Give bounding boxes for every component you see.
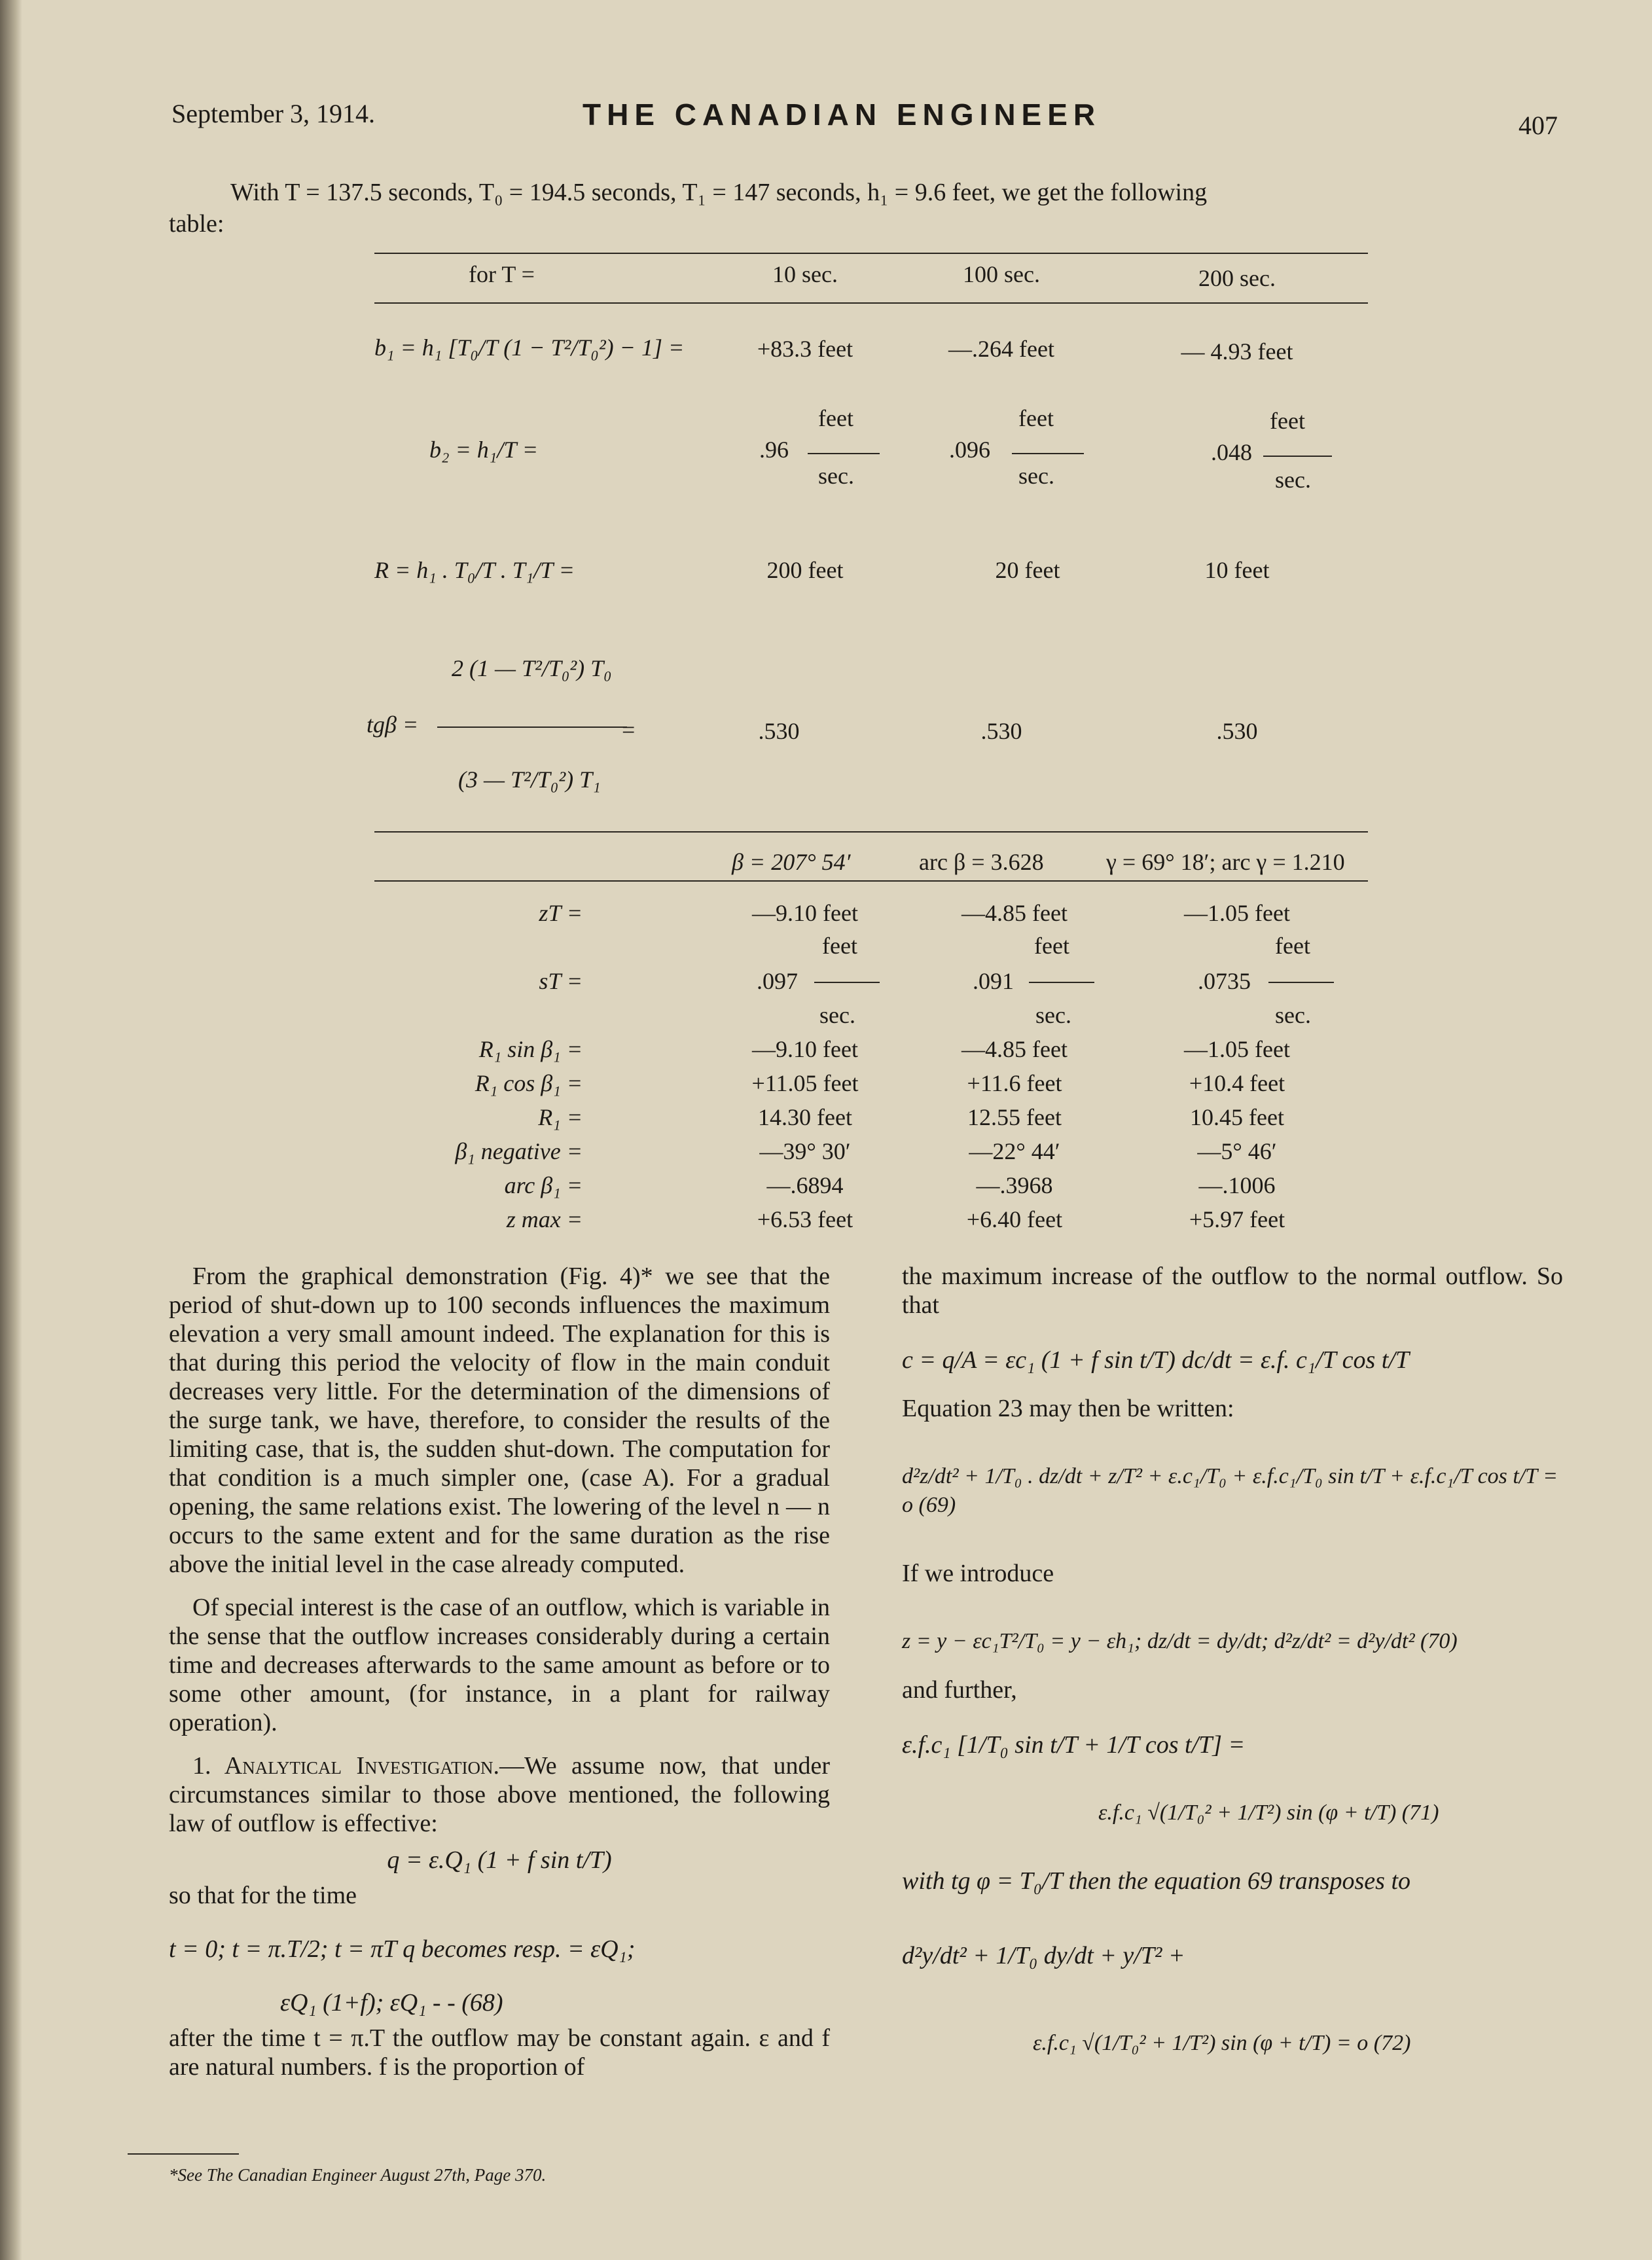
- st-unit-top-200: feet: [1275, 933, 1310, 959]
- bneg-value-10: —39° 30′: [759, 1138, 851, 1164]
- equation-72-a: d²y/dt² + 1/T₀ dy/dt + y/T² +: [902, 1942, 1185, 1969]
- b2-formula: b₂ = h₁/T =: [429, 437, 538, 463]
- st-unit-top-100: feet: [1034, 933, 1069, 959]
- rsin-label: R₁ sin β₁ =: [478, 1036, 583, 1062]
- b2-fraction-bar-200: [1263, 456, 1332, 457]
- right-column: [902, 1262, 1563, 2058]
- tg-value-200: .530: [1216, 718, 1258, 744]
- b1-formula: b₁ = h₁ [T₀/T (1 − T²/T₀²) − 1] =: [374, 334, 685, 361]
- equation-71-b: ε.f.c₁ √(1/T₀² + 1/T²) sin (φ + t/T) (71): [1098, 1801, 1439, 1825]
- intro-line-2: table:: [169, 210, 224, 238]
- section-heading: 1. Analytical Investigation.: [192, 1752, 499, 1780]
- b2-unit-top-10: feet: [818, 405, 853, 431]
- st-unit-bottom-10: sec.: [819, 1002, 855, 1028]
- arcb-value-100: —.3968: [976, 1172, 1053, 1198]
- b2-value-200: .048: [1211, 439, 1252, 465]
- st-value-100: .091: [973, 968, 1014, 994]
- arcb-value-10: —.6894: [766, 1172, 844, 1198]
- paragraph-analytical: [169, 1751, 830, 1838]
- rcos-value-200: +10.4 feet: [1189, 1070, 1285, 1096]
- st-unit-bottom-200: sec.: [1275, 1002, 1311, 1028]
- tg-denominator: (3 — T²/T₀²) T₁: [458, 766, 601, 793]
- table-head-col1: 10 sec.: [772, 261, 838, 287]
- b1-value-200: — 4.93 feet: [1181, 338, 1293, 365]
- st-fraction-bar-100: [1029, 982, 1094, 983]
- equation-68: εQ₁ (1+f); εQ₁ - - (68): [280, 1989, 503, 2017]
- r-value-100: 20 feet: [995, 557, 1060, 583]
- zmax-value-10: +6.53 feet: [757, 1206, 853, 1232]
- page-number: 407: [1518, 111, 1558, 140]
- arc-beta: arc β = 3.628: [919, 849, 1044, 875]
- paragraph-after-time: after the time t = π.T the outflow may be constant again. ε and f are natural numbers. f is the proportion of: [169, 2024, 830, 2081]
- analytical-text: —We assume now, that under circumstances similar to those above mentioned, the following law of outflow is effective:: [169, 1752, 830, 1837]
- st-unit-bottom-100: sec.: [1035, 1002, 1071, 1028]
- left-column: [169, 1262, 830, 2081]
- rsin-value-100: —4.85 feet: [961, 1036, 1068, 1062]
- zmax-value-200: +5.97 feet: [1189, 1206, 1285, 1232]
- bneg-value-200: —5° 46′: [1197, 1138, 1277, 1164]
- tg-value-10: .530: [758, 718, 800, 744]
- gamma-values: γ = 69° 18′; arc γ = 1.210: [1106, 849, 1345, 875]
- zmax-label: z max =: [506, 1206, 583, 1232]
- table-head-label: for T =: [469, 261, 535, 287]
- zt-value-10: —9.10 feet: [752, 900, 858, 926]
- r1-value-10: 14.30 feet: [758, 1104, 852, 1130]
- zt-value-100: —4.85 feet: [961, 900, 1068, 926]
- bneg-value-100: —22° 44′: [969, 1138, 1060, 1164]
- header-date: September 3, 1914.: [171, 99, 376, 128]
- rsin-value-10: —9.10 feet: [752, 1036, 858, 1062]
- intro-line: With T = 137.5 seconds, T₀ = 194.5 seconds, T₁ = 147 seconds, h₁ = 9.6 feet, we get the following: [230, 179, 1208, 206]
- paragraph-maximum-increase: the maximum increase of the outflow to the normal outflow. So that: [902, 1263, 1563, 1319]
- r-value-200: 10 feet: [1204, 557, 1270, 583]
- footnote-rule: [128, 2153, 239, 2155]
- with-tg-text: with tg φ = T₀/T then the equation 69 transposes to: [902, 1867, 1410, 1895]
- r1-value-200: 10.45 feet: [1190, 1104, 1284, 1130]
- journal-title: THE CANADIAN ENGINEER: [583, 98, 1102, 132]
- table-head-col2: 100 sec.: [963, 261, 1040, 287]
- tg-equals: =: [622, 717, 636, 743]
- b1-value-100: —.264 feet: [948, 336, 1054, 362]
- equation-c: c = q/A = εc₁ (1 + f sin t/T) dc/dt = ε.f. c₁/T cos t/T: [902, 1346, 1410, 1374]
- b2-unit-bottom-100: sec.: [1018, 463, 1054, 489]
- table-head-rule: [374, 302, 1368, 304]
- rcos-value-100: +11.6 feet: [967, 1070, 1062, 1096]
- tg-label: tgβ =: [367, 711, 419, 738]
- zt-value-200: —1.05 feet: [1184, 900, 1290, 926]
- angle-beta: β = 207° 54′: [732, 849, 851, 875]
- equation-72-b: ε.f.c₁ √(1/T₀² + 1/T²) sin (φ + t/T) = o (72): [1033, 2031, 1411, 2055]
- st-unit-top-10: feet: [822, 933, 857, 959]
- paragraph-graphical-demo: From the graphical demonstration (Fig. 4)* we see that the period of shut-down up to 100 seconds influences the maximum elevation a very small amount indeed. The explanation for this is that during this period the velocity of flow in the main conduit decreases very little. For the determination of the dimensions of the surge tank, we have, therefore, to consider the results of the limiting case, that is, the sudden shut-down. The computation for that condition is a much simpler one, (case A). For a gradual opening, the same relations exist. The lowering of the level n — n occurs to the same extent and for the same duration as the rise above the initial level in the case already computed.: [169, 1263, 830, 1578]
- b2-value-100: .096: [949, 437, 990, 463]
- equation-23-text: Equation 23 may then be written:: [902, 1395, 1234, 1422]
- b2-fraction-bar-10: [808, 453, 880, 454]
- zmax-value-100: +6.40 feet: [966, 1206, 1063, 1232]
- arcb-label: arc β₁ =: [504, 1172, 583, 1198]
- b2-fraction-bar-100: [1012, 453, 1084, 454]
- r1-label: R₁ =: [538, 1104, 583, 1130]
- equation-q: q = ε.Q₁ (1 + f sin t/T): [387, 1846, 612, 1874]
- bneg-label: β₁ negative =: [455, 1138, 583, 1164]
- st-fraction-bar-10: [814, 982, 880, 983]
- arcb-value-200: —.1006: [1198, 1172, 1276, 1198]
- angles-bottom-rule: [374, 880, 1368, 882]
- b2-unit-bottom-10: sec.: [818, 463, 854, 489]
- st-value-200: .0735: [1198, 968, 1251, 994]
- table-top-rule: [374, 253, 1368, 254]
- b2-unit-top-200: feet: [1270, 408, 1305, 434]
- tg-fraction-bar: [437, 726, 627, 728]
- st-label: sT =: [539, 968, 583, 994]
- r-formula: R = h₁ . T₀/T . T₁/T =: [374, 557, 575, 583]
- st-value-10: .097: [757, 968, 798, 994]
- st-fraction-bar-200: [1268, 982, 1334, 983]
- table-head-col3: 200 sec.: [1198, 265, 1276, 291]
- if-we-introduce: If we introduce: [902, 1560, 1054, 1587]
- r1-value-100: 12.55 feet: [967, 1104, 1062, 1130]
- b2-unit-top-100: feet: [1018, 405, 1054, 431]
- footnote: *See The Canadian Engineer August 27th, Page 370.: [169, 2165, 547, 2185]
- so-that-text: so that for the time: [169, 1882, 357, 1909]
- r-value-10: 200 feet: [766, 557, 844, 583]
- b2-unit-bottom-200: sec.: [1275, 467, 1311, 493]
- rcos-label: R₁ cos β₁ =: [475, 1070, 583, 1096]
- angles-top-rule: [374, 831, 1368, 833]
- b2-value-10: .96: [759, 437, 789, 463]
- b1-value-10: +83.3 feet: [757, 336, 853, 362]
- zt-label: zT =: [539, 900, 583, 926]
- rcos-value-10: +11.05 feet: [751, 1070, 859, 1096]
- equation-71-a: ε.f.c₁ [1/T₀ sin t/T + 1/T cos t/T] =: [902, 1731, 1246, 1759]
- equation-69: d²z/dt² + 1/T₀ . dz/dt + z/T² + ε.c₁/T₀ + ε.f.c₁/T₀ sin t/T + ε.f.c₁/T cos t/T = o (69): [902, 1464, 1558, 1517]
- and-further-text: and further,: [902, 1676, 1017, 1704]
- tg-value-100: .530: [980, 718, 1022, 744]
- time-conditions: t = 0; t = π.T/2; t = πT q becomes resp. = εQ₁;: [169, 1935, 636, 1963]
- equation-70: z = y − εc₁T²/T₀ = y − εh₁; dz/dt = dy/dt; d²z/dt² = d²y/dt² (70): [902, 1629, 1458, 1653]
- page-edge-shadow: [0, 0, 22, 2260]
- paragraph-special-interest: Of special interest is the case of an outflow, which is variable in the sense that the outflow increases considerably during a certain time and decreases afterwards to the same amount as before or to some other amount, (for instance, in a plant for railway operation).: [169, 1594, 830, 1736]
- tg-numerator: 2 (1 — T²/T₀²) T₀: [452, 655, 612, 681]
- rsin-value-200: —1.05 feet: [1184, 1036, 1290, 1062]
